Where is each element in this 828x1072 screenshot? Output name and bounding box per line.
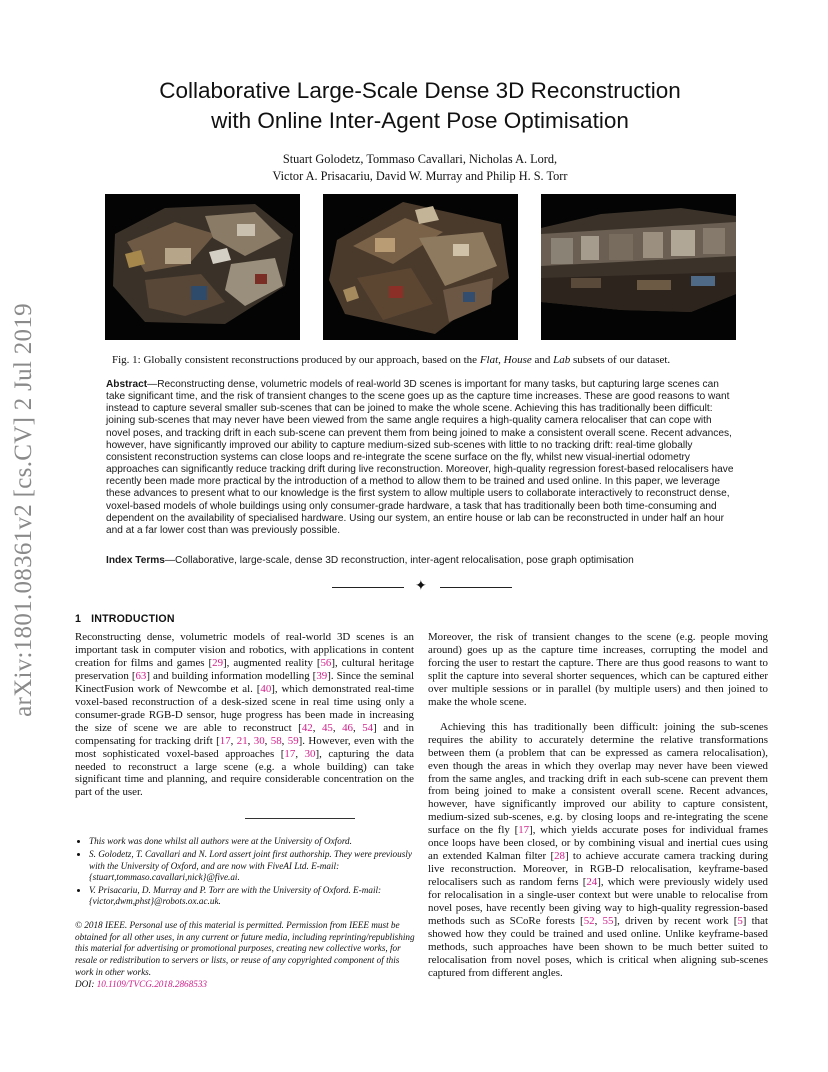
paragraph-text: ] and building information modelling [ [146, 669, 317, 682]
separator-diamond-icon: ✦ [415, 579, 427, 594]
author-list [150, 151, 690, 185]
teaser-image-house [323, 194, 518, 340]
paragraph-text: , [247, 734, 254, 747]
teaser-image-lab [541, 194, 736, 340]
teaser-image-flat [105, 194, 300, 340]
right-column [428, 631, 768, 980]
paragraph-text: ] and in compensating for tracking drift [ [75, 721, 414, 747]
paragraph-text: ]. However, even with the most sophisticated voxel-based approaches [ [75, 734, 414, 760]
arxiv-identifier: arXiv:1801.08361v2 [cs.CV] 2 Jul 2019 [10, 303, 37, 717]
intro-paragraph-3 [428, 721, 768, 980]
paragraph-text: ], augmented reality [ [223, 656, 321, 669]
separator-line-right [440, 587, 512, 588]
paragraph-text: ], driven by recent work [ [613, 915, 738, 928]
title-line-1: Collaborative Large-Scale Dense 3D Reconstruction [159, 78, 681, 103]
footnote-1: • This work was done whilst all authors were at the University of Oxford. [89, 836, 415, 847]
index-terms-text: —Collaborative, large-scale, dense 3D reconstruction, inter-agent relocalisation, pose graph optimisation [164, 555, 634, 566]
paragraph-text: , [594, 915, 603, 928]
citation-link[interactable]: 29 [212, 656, 224, 669]
citation-link[interactable]: 63 [135, 669, 147, 682]
doi-link[interactable]: 10.1109/TVCG.2018.2868533 [96, 978, 208, 989]
caption-separator: , [498, 354, 504, 366]
footnote-2: • S. Golodetz, T. Cavallari and N. Lord assert joint first authorship. They were previously with the University of Oxford, and are now with FiveAI Ltd. E-mail: {stuart,tommaso.cavallari,nick}@five.ai. [89, 849, 415, 883]
footnote-3: • V. Prisacariu, D. Murray and P. Torr are with the University of Oxford. E-mail: {victor,dwm,phst}@robots.ox.ac.uk. [89, 885, 415, 908]
section-separator [332, 580, 512, 596]
citation-link[interactable]: 17 [284, 747, 296, 760]
arxiv-stamp [2, 300, 46, 720]
section-title: INTRODUCTION [91, 613, 175, 625]
paragraph-text: , [295, 747, 305, 760]
paragraph-text: , [352, 721, 363, 734]
citation-link[interactable]: 40 [260, 682, 272, 695]
intro-paragraph-2 [428, 631, 768, 709]
footnote-rule [245, 818, 355, 819]
paragraph-text: ], cultural heritage preservation [ [75, 656, 414, 682]
caption-house: House [503, 354, 532, 366]
abstract-text: —Reconstructing dense, volumetric models of real-world 3D scenes is important for many tasks, but capturing large scenes can take significant time, and the risk of transient changes to the scene goes up as the capture time increases. These are good reasons to want instead to capture several smaller sub-scenes that can be joined to make the whole scene. Achieving this has traditionally been difficult: joining sub-scenes that may never have been viewed from the same angle requires a high-quality camera relocaliser that can cope with novel poses, and tracking drift in each sub-scene can prevent them from being joined to make a consistent overall scene. Recent advances, however, have significantly improved our ability to capture medium-sized sub-scenes with little to no tracking drift: real-time globally consistent reconstruction systems can close loops and re-integrate the scene surface on the fly, whilst new visual-inertial odometry approaches can significantly reduce tracking drift during live reconstruction. Moreover, high-quality regression forest-based relocalisers have recently been made more practical by the introduction of a method to allow them to be trained and used online. In this paper, we leverage these advances to present what to our knowledge is the first system to allow multiple users to collaborate interactively to reconstruct dense, voxel-based models of whole buildings using only consumer-grade hardware, a task that has traditionally been both time-consuming and dependent on the availability of specialised hardware. Using our system, an entire house or lab can be reconstructed in under half an hour and at a far lower cost than was previously possible. [106, 379, 734, 536]
abstract-label: Abstract [106, 379, 148, 390]
intro-paragraph-1 [75, 631, 414, 799]
abstract [106, 379, 738, 537]
citation-link[interactable]: 54 [362, 721, 374, 734]
paragraph-text: , [264, 734, 271, 747]
citation-link[interactable]: 55 [602, 915, 614, 928]
citation-link[interactable]: 39 [316, 669, 328, 682]
citation-link[interactable]: 30 [253, 734, 265, 747]
copyright-text: © 2018 IEEE. Personal use of this material is permitted. Permission from IEEE must be obtained for all other uses, in any current or future media, including reprinting/republishing this material for advertising or promotional purposes, creating new collective works, for resale or redistribution to servers or lists, or reuse of any copyrighted component of this work in other works. [75, 920, 415, 977]
paragraph-text: , [230, 734, 237, 747]
paragraph-text: ]. Since the seminal KinectFusion work of Newcombe et al. [ [75, 669, 414, 695]
paragraph-text: , [332, 721, 343, 734]
citation-link[interactable]: 46 [342, 721, 353, 734]
copyright-notice [75, 920, 415, 990]
index-terms-label: Index Terms [106, 555, 165, 566]
authors-line-1: Stuart Golodetz, Tommaso Cavallari, Nicholas A. Lord, [282, 152, 558, 166]
figure-caption [112, 353, 752, 367]
separator-line-left [332, 587, 404, 588]
paragraph-text: Achieving this has traditionally been difficult: joining the sub-scenes requires the ability to accurately determine the relative transformations between them (a problem that can be expressed as camera relocalisation), even though the areas in which they overlap may never have been viewed from the same angles, and tracking drift in each sub-scene can prevent them from being joined to make a consistent overall scene. Recent advances, however, have significantly improved our ability to capture consistent, medium-sized sub-scenes, e.g. by closing loops and re-integrating the scene surface on the fly [ [428, 720, 768, 837]
paragraph-text: ], which were previously widely used for relocalisation in a single-user context but were unable to relocalise from novel poses, have recently been giving way to high-quality regression-based methods such as SCoRe forests [ [428, 876, 768, 928]
paragraph-text: ], capturing the data needed to reconstruct a large scene (e.g. a whole building) can take significant time and planning, and require considerable concentration on the part of the user. [75, 747, 414, 799]
citation-link[interactable]: 30 [304, 747, 316, 760]
citation-link[interactable]: 59 [287, 734, 299, 747]
title-line-2: with Online Inter-Agent Pose Optimisation [211, 108, 629, 133]
paragraph-text: , [281, 734, 288, 747]
citation-link[interactable]: 58 [270, 734, 282, 747]
paragraph-text: Reconstructing dense, volumetric models of real-world 3D scenes is an important task in computer vision and robotics, with applications in content creation for films and games [ [75, 631, 414, 669]
citation-link[interactable]: 24 [586, 876, 598, 889]
citation-link[interactable]: 42 [301, 721, 313, 734]
citation-link[interactable]: 17 [518, 824, 530, 837]
paragraph-text: Moreover, the risk of transient changes to the scene (e.g. people moving around) goes up as the capture time increases, corrupting the model and forcing the user to restart the capture. There are thus good reasons to want to split the capture into several shorter sequences, which can be captured either over multiple sessions or in parallel (by multiple users) and then joined to make the whole scene. [428, 631, 768, 708]
paragraph-text: ], which demonstrated real-time voxel-based reconstruction of a desk-sized scene in real time using only a consumer-grade RGB-D sensor, huge progress has been made in increasing the size of scene we are able to reconstruct [ [75, 682, 415, 734]
paper-title [100, 76, 740, 136]
left-column [75, 631, 414, 799]
citation-link[interactable]: 21 [236, 734, 248, 747]
authors-line-2: Victor A. Prisacariu, David W. Murray and Philip H. S. Torr [272, 169, 568, 183]
caption-and: and [531, 354, 554, 366]
footnotes [75, 836, 415, 910]
caption-suffix: subsets of our dataset. [570, 354, 671, 366]
section-number: 1 [75, 613, 82, 625]
doi-label: DOI: [75, 978, 97, 989]
index-terms [106, 555, 738, 567]
caption-text: Fig. 1: Globally consistent reconstructions produced by our approach, based on the [112, 354, 480, 366]
caption-lab: Lab [553, 354, 571, 366]
paragraph-text: ] that showed how they could be trained and used online. Unlike keyframe-based methods, such approaches have been shown to be much better suited to relocalisation from novel poses, which is critical when aligning sub-scenes captured from different angles. [428, 915, 768, 979]
citation-link[interactable]: 17 [219, 734, 231, 747]
paragraph-text: ], which yields accurate poses for individual frames once loops have been closed, or by combining visual and inertial cues using an extended Kalman filter [ [428, 824, 769, 863]
citation-link[interactable]: 56 [320, 656, 332, 669]
paragraph-text: , [312, 721, 322, 734]
citation-link[interactable]: 45 [321, 721, 333, 734]
caption-flat: Flat [479, 354, 499, 366]
citation-link[interactable]: 28 [554, 850, 565, 863]
citation-link[interactable]: 52 [583, 915, 595, 928]
section-heading [75, 613, 175, 625]
citation-link[interactable]: 5 [737, 915, 743, 928]
paragraph-text: ] to achieve accurate camera tracking during live reconstruction. Moreover, in RGB-D relocalisation, keyframe-based relocalisers such as random ferns [ [428, 850, 768, 889]
